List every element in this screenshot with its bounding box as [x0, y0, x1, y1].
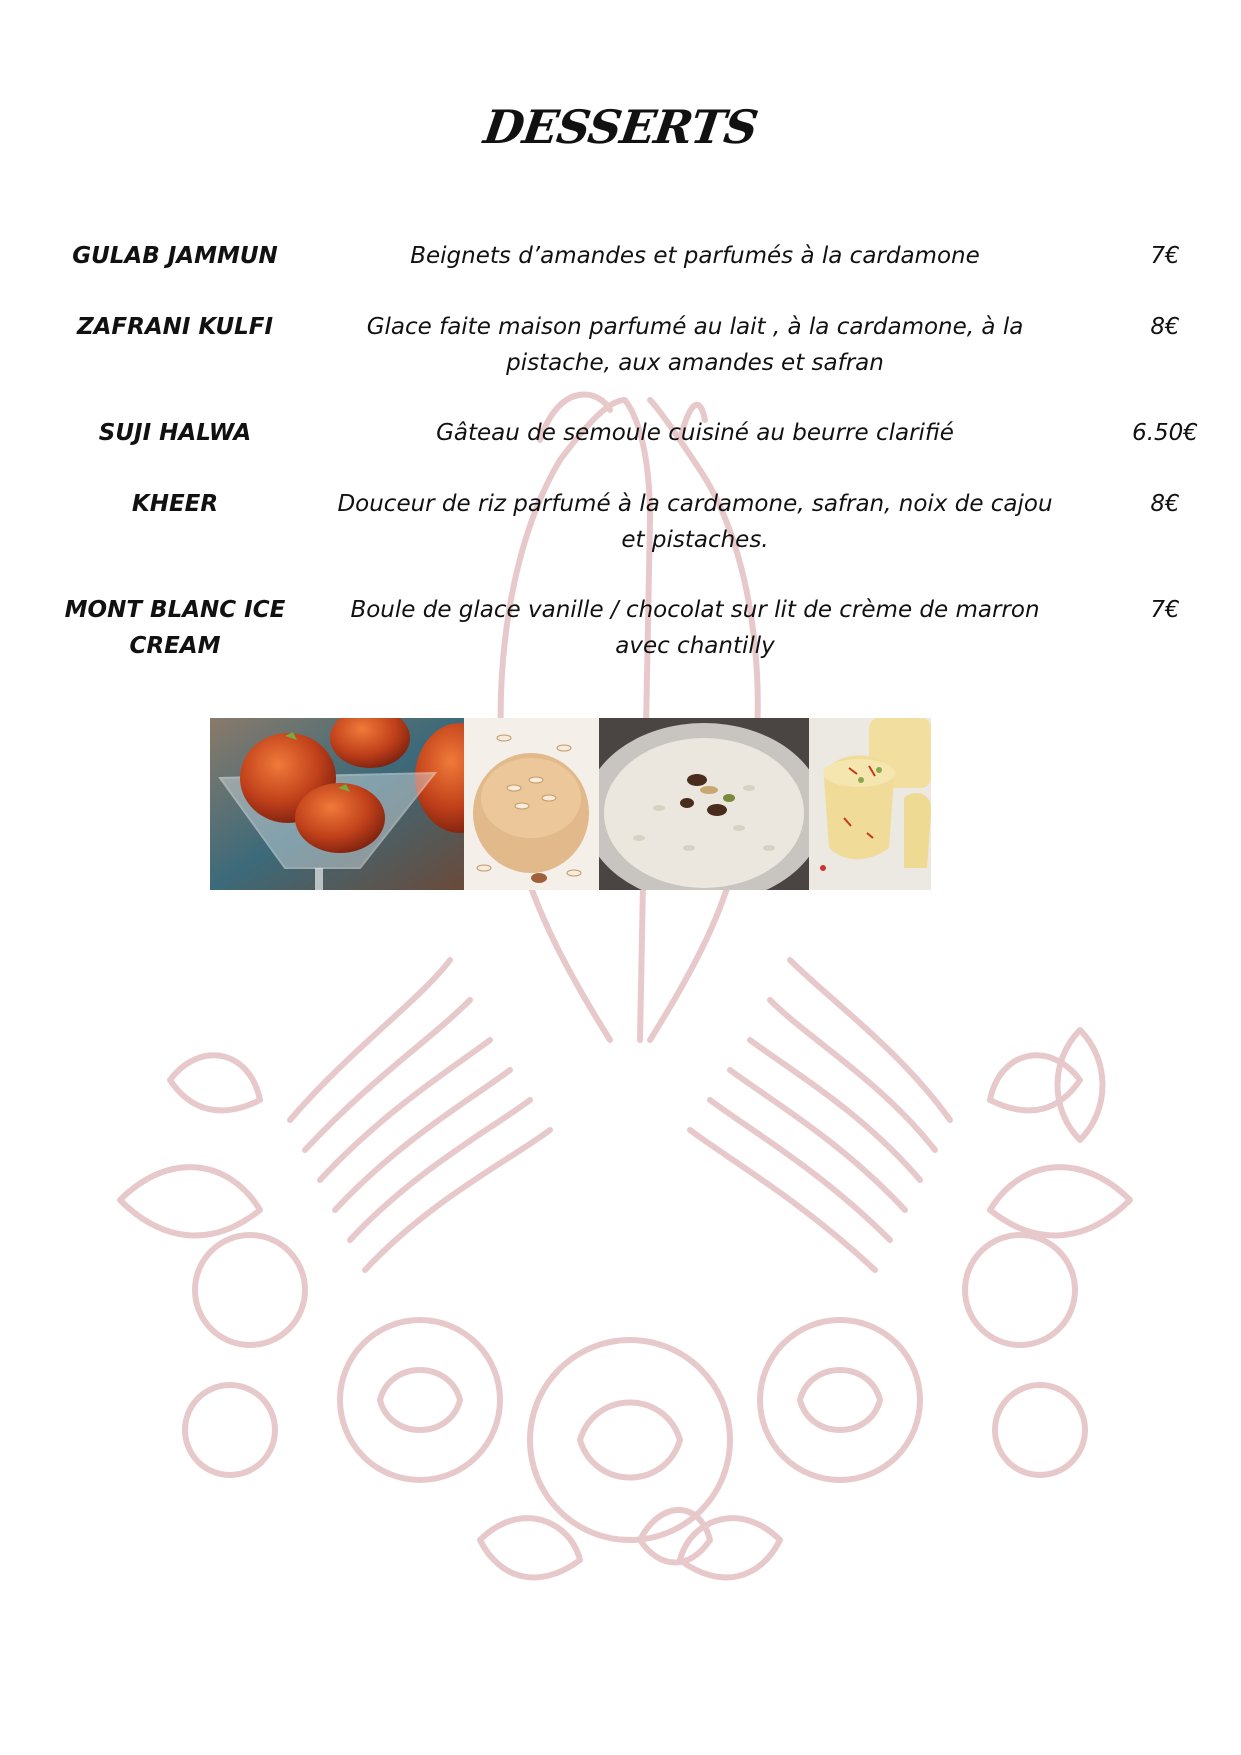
dish-name: SUJI HALWA: [98, 420, 252, 446]
dish-name: MONT BLANC ICE CREAM: [64, 597, 286, 659]
dish-price: 8€: [1150, 491, 1180, 517]
gulab-jamun-photo: [210, 718, 464, 890]
dish-price: 6.50€: [1132, 420, 1198, 446]
dish-price: 7€: [1150, 597, 1180, 623]
zafrani-kulfi-photo: [809, 718, 931, 890]
dish-price: 7€: [1150, 243, 1180, 269]
dessert-photos: [210, 718, 931, 890]
dish-price: 8€: [1150, 314, 1180, 340]
dish-description: Beignets d’amandes et parfumés à la cardamone: [410, 243, 980, 269]
dish-description: Gâteau de semoule cuisiné au beurre clarifié: [436, 420, 954, 446]
dish-name: ZAFRANI KULFI: [76, 314, 274, 340]
dish-description: Douceur de riz parfumé à la cardamone, safran, noix de cajou et pistaches.: [337, 491, 1053, 553]
dish-description: Glace faite maison parfumé au lait , à la cardamone, à la pistache, aux amandes et safran: [366, 314, 1024, 376]
suji-halwa-photo: [464, 718, 599, 890]
dish-description: Boule de glace vanille / chocolat sur lit de crème de marron avec chantilly: [350, 597, 1040, 659]
page-title: DESSERTS: [480, 100, 761, 154]
kheer-photo: [599, 718, 809, 890]
dish-name: KHEER: [131, 491, 219, 517]
dish-name: GULAB JAMMUN: [72, 243, 278, 269]
